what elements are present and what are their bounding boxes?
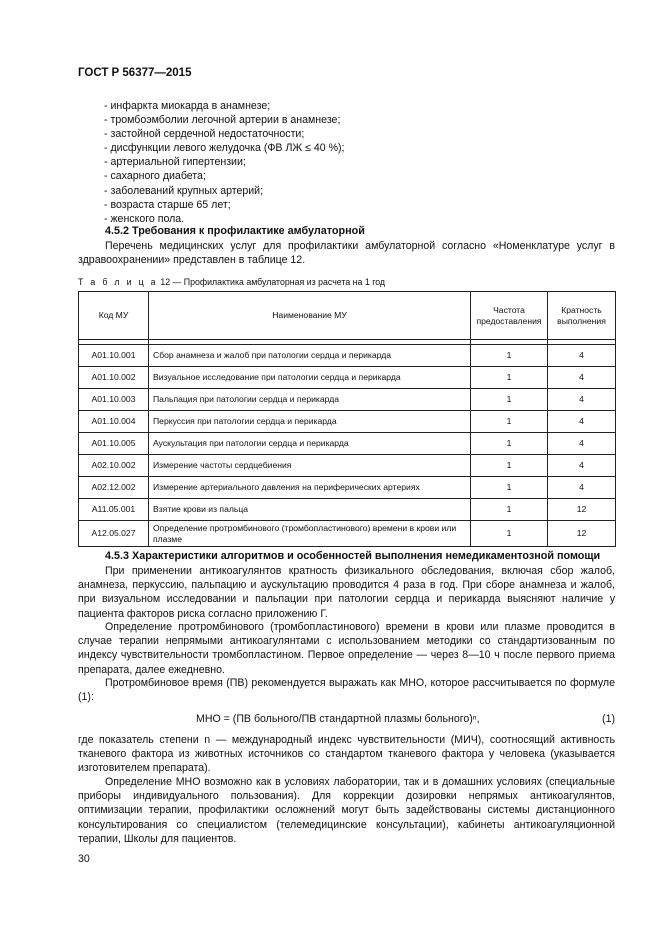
cell-name: Аускультация при патологии сердца и перикарда xyxy=(149,433,471,455)
cell-frequency: 1 xyxy=(471,477,548,499)
section-heading-4-5-2: 4.5.2 Требования к профилактике амбулаторной xyxy=(105,225,365,237)
cell-multiplicity: 4 xyxy=(548,367,616,389)
cell-name: Измерение артериального давления на периферических артериях xyxy=(149,477,471,499)
table-row xyxy=(79,455,616,477)
table-header-row xyxy=(79,292,616,340)
cell-name: Перкуссия при патологии сердца и перикарда xyxy=(149,411,471,433)
cell-multiplicity: 4 xyxy=(548,345,616,367)
cell-name: Взятие крови из пальца xyxy=(149,499,471,521)
column-header: Код МУ xyxy=(79,292,149,340)
list-item: - дисфункции левого желудочка (ФВ ЛЖ ≤ 40 %); xyxy=(104,142,345,155)
cell-frequency: 1 xyxy=(471,521,548,547)
cell-name: Пальпация при патологии сердца и перикарда xyxy=(149,389,471,411)
risk-factor-list xyxy=(104,99,345,226)
table-row xyxy=(79,521,616,547)
cell-multiplicity: 12 xyxy=(548,499,616,521)
cell-frequency: 1 xyxy=(471,389,548,411)
formula-number: (1) xyxy=(602,713,615,725)
table-caption xyxy=(78,277,385,287)
cell-code: A02.10.002 xyxy=(79,455,149,477)
table-row xyxy=(79,411,616,433)
column-header: Наименование МУ xyxy=(149,292,471,340)
cell-frequency: 1 xyxy=(471,367,548,389)
cell-frequency: 1 xyxy=(471,499,548,521)
cell-name: Измерение частоты сердцебиения xyxy=(149,455,471,477)
list-item: - сахарного диабета; xyxy=(104,170,206,183)
cell-code: A12.05.027 xyxy=(79,521,149,547)
list-item: - артериальной гипертензии; xyxy=(104,156,246,169)
list-item: - женского пола. xyxy=(104,212,185,225)
column-header: Частота предоставления xyxy=(471,292,548,340)
cell-multiplicity: 4 xyxy=(548,455,616,477)
cell-frequency: 1 xyxy=(471,411,548,433)
paragraph-isi-definition: где показатель степени n — международный индекс чувствительности (МИЧ), соотносящий активность тканевого фактора из животных источников со стандартом тканевого фактора у человека (указывается изготовителем препарата). xyxy=(78,734,615,775)
standard-header: ГОСТ Р 56377—2015 xyxy=(78,67,192,79)
cell-multiplicity: 4 xyxy=(548,389,616,411)
cell-frequency: 1 xyxy=(471,433,548,455)
cell-code: A01.10.003 xyxy=(79,389,149,411)
section-paragraph: Перечень медицинских услуг для профилактики амбулаторной согласно «Номенклатуре услуг в здравоохранении» представлен в таблице 12. xyxy=(78,240,615,267)
cell-code: A01.10.005 xyxy=(79,433,149,455)
cell-multiplicity: 4 xyxy=(548,477,616,499)
list-item: - возраста старше 65 лет; xyxy=(104,198,231,211)
cell-multiplicity: 4 xyxy=(548,433,616,455)
table-row xyxy=(79,433,616,455)
table-caption-text: 12 — Профилактика амбулаторная из расчета на 1 год xyxy=(160,277,386,287)
cell-name: Визуальное исследование при патологии сердца и перикарда xyxy=(149,367,471,389)
cell-code: A01.10.004 xyxy=(79,411,149,433)
cell-code: A02.12.002 xyxy=(79,477,149,499)
list-item: - тромбоэмболии легочной артерии в анамнезе; xyxy=(104,114,341,127)
cell-multiplicity: 12 xyxy=(548,521,616,547)
cell-frequency: 1 xyxy=(471,455,548,477)
paragraph-prothrombin-time: Определение протромбинового (тромбопластинового) времени в крови или плазме проводится в случае терапии непрямыми антикоагулянтами с использованием методики со стандартизованным по индексу чувствительности тромбопластином. Первое определение — через 8—10 ч после первого приема препарата, далее ежедневно. xyxy=(78,621,615,676)
table-row xyxy=(79,477,616,499)
page-number: 30 xyxy=(78,853,90,865)
services-table xyxy=(78,291,616,547)
list-item: - застойной сердечной недостаточности; xyxy=(104,128,305,141)
table-row xyxy=(79,499,616,521)
cell-multiplicity: 4 xyxy=(548,411,616,433)
column-header: Кратность выполнения xyxy=(548,292,616,340)
formula-expression: МНО = (ПВ больного/ПВ стандартной плазмы больного)ⁿ, xyxy=(196,713,480,725)
cell-code: A11.05.001 xyxy=(79,499,149,521)
cell-name: Определение протромбинового (тромбопластинового) времени в крови или плазме xyxy=(149,521,471,547)
paragraph-inr-intro: Протромбиновое время (ПВ) рекомендуется выражать как МНО, которое рассчитывается по формуле (1): xyxy=(78,677,615,704)
paragraph-physical-exam: При применении антикоагулянтов кратность физикального обследования, включая сбор жалоб, анамнеза, перкуссию, пальпацию и аускультацию проводится 4 раза в год. При сборе анамнеза и жалоб, при визуальном исследовании и пальпации при патологии сердца и перикарда выясняют наличие у пациента факторов риска согласно приложению Г. xyxy=(78,565,615,620)
section-heading-4-5-3: 4.5.3 Характеристики алгоритмов и особенностей выполнения немедикаментозной помощи xyxy=(105,550,601,562)
table-row xyxy=(79,367,616,389)
paragraph-inr-monitoring: Определение МНО возможно как в условиях лаборатории, так и в домашних условиях (специальные приборы индивидуального пользования). Для коррекции дозировки непрямых антикоагулянтов, оптимизации терапии, профилактики осложнений могут быть задействованы системы дистанционного консультирования со специалистом (телемедицинские консультации), кабинеты антикоагуляционной терапии, Школы для пациентов. xyxy=(78,776,615,845)
table-row xyxy=(79,345,616,367)
cell-code: A01.10.002 xyxy=(79,367,149,389)
table-row xyxy=(79,389,616,411)
table-caption-prefix: Т а б л и ц а xyxy=(78,277,158,287)
list-item: - инфаркта миокарда в анамнезе; xyxy=(104,100,271,112)
cell-frequency: 1 xyxy=(471,345,548,367)
cell-name: Сбор анамнеза и жалоб при патологии сердца и перикарда xyxy=(149,345,471,367)
cell-code: A01.10.001 xyxy=(79,345,149,367)
list-item: - заболеваний крупных артерий; xyxy=(104,184,264,197)
